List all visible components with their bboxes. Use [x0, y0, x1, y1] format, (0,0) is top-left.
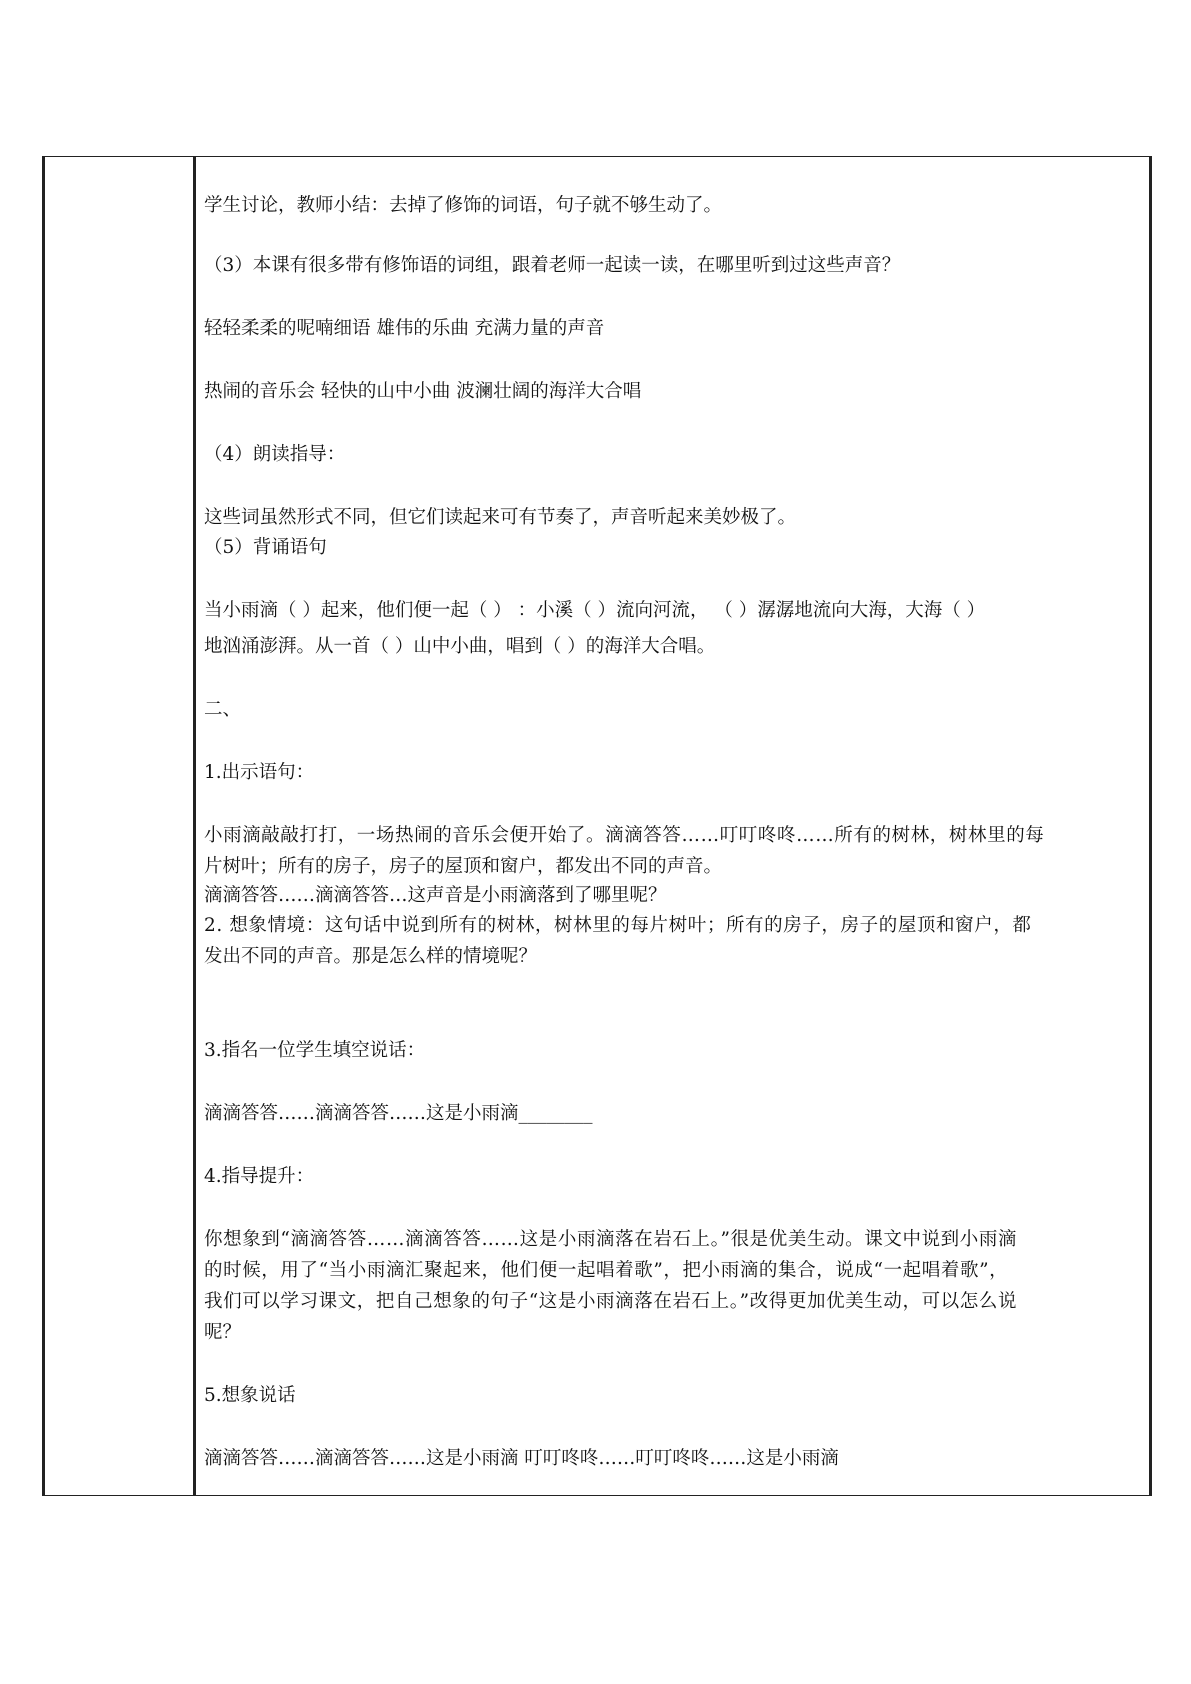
- column-divider: [193, 157, 196, 1495]
- text-line-11: 1.出示语句：: [204, 762, 315, 783]
- text-line-16: 发出不同的声音。那是怎么样的情境呢？: [204, 946, 538, 967]
- text-line-18: 滴滴答答……滴滴答答……这是小雨滴________: [204, 1103, 593, 1124]
- text-line-12: 小雨滴敲敲打打，一场热闹的音乐会便开始了。滴滴答答……叮叮咚咚……所有的树林，树林里的每: [204, 825, 1045, 846]
- text-line-2: （3）本课有很多带有修饰语的词组，跟着老师一起读一读，在哪里听到过这些声音？: [204, 255, 901, 276]
- text-line-21: 的时候，用了“当小雨滴汇聚起来，他们便一起唱着歌”，把小雨滴的集合，说成“一起唱着歌”，: [204, 1260, 1009, 1281]
- text-line-22: 我们可以学习课文，把自己想象的句子“这是小雨滴落在岩石上。”改得更加优美生动，可以怎么说: [204, 1291, 1018, 1312]
- text-line-19: 4.指导提升：: [204, 1166, 315, 1187]
- text-line-14: 滴滴答答……滴滴答答…这声音是小雨滴落到了哪里呢？: [204, 885, 667, 906]
- text-line-25: 滴滴答答……滴滴答答……这是小雨滴 叮叮咚咚……叮叮咚咚……这是小雨滴: [204, 1448, 839, 1469]
- text-line-13: 片树叶；所有的房子，房子的屋顶和窗户，都发出不同的声音。: [204, 856, 723, 877]
- text-line-10: 二、: [204, 699, 242, 720]
- text-line-24: 5.想象说话: [204, 1385, 296, 1406]
- text-line-8: 当小雨滴（ ）起来，他们便一起（ ） ：小溪（ ）流向河流， （ ）潺潺地流向大海，大海（ ）: [204, 600, 986, 621]
- text-line-6: 这些词虽然形式不同，但它们读起来可有节奏了，声音听起来美妙极了。: [204, 507, 797, 528]
- text-line-15: 2. 想象情境：这句话中说到所有的树林，树林里的每片树叶；所有的房子，房子的屋顶和窗户，都: [204, 915, 1032, 936]
- text-line-23: 呢？: [204, 1322, 242, 1343]
- text-line-3: 轻轻柔柔的呢喃细语 雄伟的乐曲 充满力量的声音: [204, 318, 605, 339]
- text-line-4: 热闹的音乐会 轻快的山中小曲 波澜壮阔的海洋大合唱: [204, 381, 642, 402]
- text-line-17: 3.指名一位学生填空说话：: [204, 1040, 426, 1061]
- text-line-20: 你想象到“滴滴答答……滴滴答答……这是小雨滴落在岩石上。”很是优美生动。课文中说到小雨滴: [204, 1229, 1018, 1250]
- text-line-5: （4）朗读指导：: [204, 444, 346, 465]
- text-line-7: （5）背诵语句: [204, 537, 327, 558]
- text-line-9: 地汹涌澎湃。从一首（ ）山中小曲，唱到（ ）的海洋大合唱。: [204, 636, 716, 657]
- text-line-1: 学生讨论，教师小结：去掉了修饰的词语，句子就不够生动了。: [204, 195, 723, 216]
